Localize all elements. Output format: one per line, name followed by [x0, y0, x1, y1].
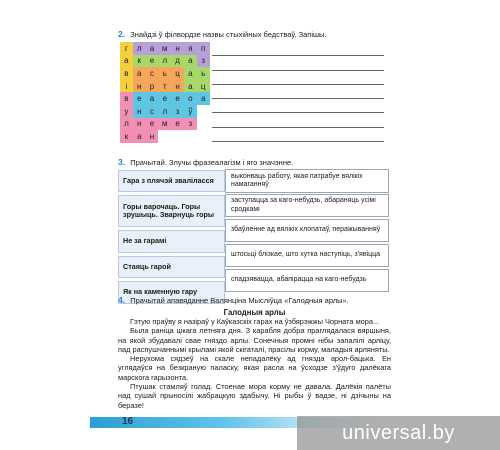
answer-line[interactable] [212, 99, 384, 113]
task-number: 2. [118, 29, 126, 39]
fillword-cell: і [120, 80, 133, 93]
fillword-cell: а [133, 67, 146, 80]
phraseology-item: Як на каменную гару [118, 281, 225, 303]
fillword-cell: а [146, 42, 159, 55]
fillword-cell: т [158, 80, 171, 93]
fillword-cell: е [158, 92, 171, 105]
answer-line[interactable] [212, 128, 384, 142]
fillword-cell: а [184, 67, 197, 80]
answer-line[interactable] [212, 113, 384, 127]
meaning-item: заступацца за каго-небудзь, абараняць усімі сродкамі [225, 194, 389, 218]
fillword-cell: ь [197, 67, 210, 80]
fillword-cell: г [120, 42, 133, 55]
task-3-heading [118, 158, 293, 167]
task-instruction: Прачытай. Злучы фразеалагізм і яго значэнне. [130, 158, 294, 167]
meaning-column [225, 169, 389, 293]
fillword-cell: с [146, 67, 159, 80]
phraseology-item: Стаяць гарой [118, 256, 225, 278]
answer-line[interactable] [212, 71, 384, 85]
fillword-cell: н [133, 105, 146, 118]
fillword-cell: л [158, 105, 171, 118]
task-4-heading [118, 296, 349, 305]
fillword-cell: л [158, 55, 171, 68]
fillword-cell: ь [158, 67, 171, 80]
fillword-cell: я [184, 42, 197, 55]
answer-line[interactable] [212, 85, 384, 99]
answer-lines [212, 42, 384, 142]
task-instruction: Знайдзі ў філвордзе назвы стыхійных бедстваў. Запішы. [130, 30, 327, 39]
fillword-cell: е [171, 92, 184, 105]
story-paragraph: Была раніца цікага летняга дня. З карабля добра праглядалася вяршыня, на якой збудавалі свае гняздо арлы. Сонечныя промні нібы запалілі арліцу, пад распушчаннымі крыламі якой скігаталі, прасілы корму, маладыя арляняты. [118, 326, 391, 354]
fillword-cell: ц [171, 67, 184, 80]
fillword-cell: е [146, 118, 159, 131]
phraseology-column [118, 170, 225, 307]
fillword-cell: е [133, 92, 146, 105]
fillword-cell: в [120, 92, 133, 105]
fillword-cell: а [120, 55, 133, 68]
fillword-cell: п [197, 42, 210, 55]
story-paragraph: Птушак стамляў голад. Стоенае мора корму не давала. Далёкія палёты над сушай прыносілі жабрацкую здабычу. Ні рыбы ў вадзе, ні дзічыны на беразе! [118, 382, 391, 410]
fillword-cell: р [146, 80, 159, 93]
meaning-item: спадзявацца, абапірацца на каго-небудзь [225, 269, 389, 293]
fillword-cell: а [184, 55, 197, 68]
fillword-cell: а [133, 130, 146, 143]
fillword-cell [184, 130, 197, 143]
answer-line[interactable] [212, 42, 384, 56]
meaning-item: штосьці блізкае, што хутка наступіць, з'явіцца [225, 244, 389, 268]
fillword-cell: н [133, 118, 146, 131]
fillword-cell: н [133, 80, 146, 93]
fillword-cell: м [158, 118, 171, 131]
fillword-cell: к [120, 130, 133, 143]
fillword-cell: м [158, 42, 171, 55]
fillword-cell: ў [184, 105, 197, 118]
answer-line[interactable] [212, 56, 384, 70]
task-2-heading [118, 30, 327, 39]
phraseology-item: Не за гарамі [118, 230, 225, 252]
fillword-grid [120, 42, 210, 143]
fillword-cell: ц [197, 80, 210, 93]
fillword-cell: в [120, 67, 133, 80]
fillword-cell: н [171, 42, 184, 55]
fillword-cell: л [133, 42, 146, 55]
fillword-cell: д [171, 55, 184, 68]
fillword-cell: а [146, 92, 159, 105]
fillword-cell: а [197, 92, 210, 105]
fillword-cell [197, 118, 210, 131]
story-paragraph: Гэтую праўву я назіраў у Каўказскіх гарах на ўзбярэжжы Чорната мора... [130, 317, 380, 326]
fillword-cell: с [146, 105, 159, 118]
watermark: universal.by [297, 416, 500, 450]
fillword-cell: з [184, 118, 197, 131]
fillword-cell: у [120, 105, 133, 118]
fillword-cell: к [133, 55, 146, 68]
fillword-cell: е [171, 118, 184, 131]
task-number: 3. [118, 157, 126, 167]
fillword-cell: з [197, 55, 210, 68]
fillword-cell: о [184, 92, 197, 105]
story-text [118, 317, 391, 410]
fillword-cell: н [146, 130, 159, 143]
fillword-cell: л [120, 118, 133, 131]
fillword-cell [197, 105, 210, 118]
story-title: Галодныя арлы [223, 308, 286, 317]
page-number: 16 [122, 416, 134, 427]
story-paragraph: Нерухома сядзеў на скале непадалёку ад гнязда арол-бацька. Ен углядаўся на безкраную паласку, якая расла на ўсходзе з'ўдуго далёкага марскога гарызонта. [118, 354, 391, 382]
fillword-cell: н [171, 80, 184, 93]
fillword-cell: а [184, 80, 197, 93]
meaning-item: выконваць работу, якая патрабуе вялікіх намаганняў [225, 169, 389, 193]
fillword-cell [171, 130, 184, 143]
meaning-item: збаўленне ад вялікіх клопатаў, перажыванняў [225, 219, 389, 243]
fillword-cell [158, 130, 171, 143]
phraseology-item: Гара з плячэй зваліласся [118, 170, 225, 192]
fillword-cell: е [146, 55, 159, 68]
fillword-cell [197, 130, 210, 143]
fillword-cell: з [171, 105, 184, 118]
phraseology-item: Горы варочаць. Горы зрушыць. Зварнуць горы [118, 195, 225, 227]
task-number: 4. [118, 295, 126, 305]
task-instruction: Прачытай апавяданне Валянціна Мысліўца «Галодныя арлы». [130, 296, 349, 305]
